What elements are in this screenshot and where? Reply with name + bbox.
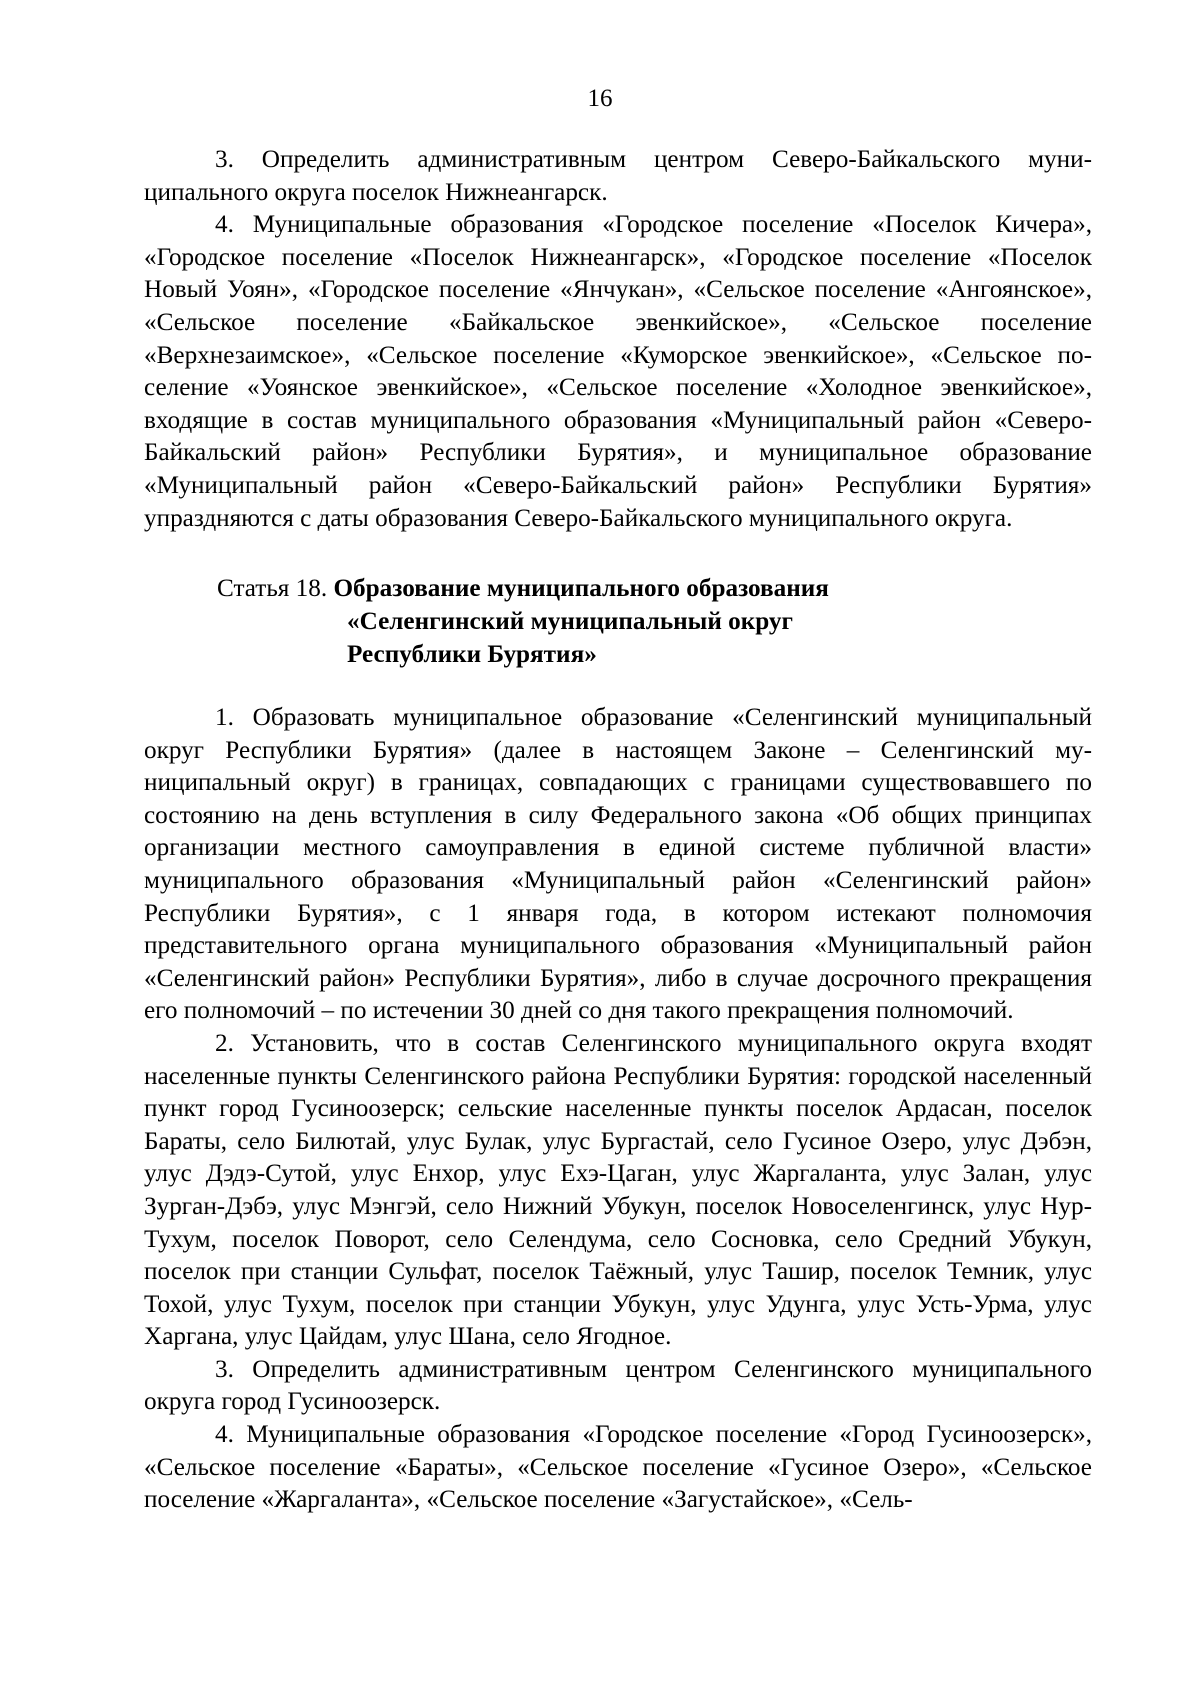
section-1-text — [144, 144, 1092, 535]
paragraph: 2. Установить, что в состав Селенгинского муниципального округа входят населенные пункты Селенгинского района Республики Бурятия: городской населенный пункт город Гусиноозерск; сельские населенные пункты поселок Ардасан, поселок Бараты, село Билютай, улус Булак, улус Бургастай, село Гусиное Озеро, улус Дэбэн, улус Дэдэ-Сутой, улус Енхор, улус Ехэ-Цаган, улус Жаргаланта, улус Залан, улус Зурган-Дэбэ, улус Мэнгэй, село Нижний Убукун, поселок Новоселенгинск, улус Нур-Тухум, поселок Поворот, село Селендума, село Сосновка, село Средний Убукун, поселок при станции Сульфат, поселок Таёжный, улус Ташир, поселок Темник, улус Тохой, улус Тухум, поселок при станции Убукун, улус Удунга, улус Усть-Урма, улус Харгана, улус Цайдам, улус Шана, село Ягодное. — [144, 1029, 1092, 1351]
section-2-text — [144, 702, 1092, 1517]
paragraph: 1. Образовать муниципальное образование «Селенгинский муниципальный округ Республики Бурятия» (далее в настоящем Законе – Селенгинский муниципальный округ) в границах, совпадающих с границами существовавшего по состоянию на день вступления в силу Федерального закона «Об общих принципах организации местного самоуправления в единой системе публичной власти» муниципального образования «Муниципальный район «Селенгинский район» Республики Бурятия», с 1 января года, в котором истекают полномочия представительного органа муниципального образования «Муниципальный район «Селенгинский район» Республики Бурятия», либо в случае досрочного прекращения его полномочий – по истечении 30 дней со дня такого прекращения полномочий. — [144, 704, 1092, 1025]
paragraph: 3. Определить административным центром Селенгинского муниципального округа город Гусиноозерск. — [144, 1355, 1092, 1416]
article-title-line: Образование муниципального образования — [333, 575, 829, 602]
paragraph: 4. Муниципальные образования «Городское поселение «Поселок Кичера», «Городское поселение «Поселок Нижнеангарск», «Городское поселение «Поселок Новый Уоян», «Городское поселение «Янчукан», «Сельское поселение «Ангоянское», «Сельское поселение «Байкальское эвенкийское», «Сельское поселение «Верхнезаимское», «Сельское поселение «Куморское эвенкийское», «Сельское поселение «Уоянское эвенкийское», «Сельское поселение «Холодное эвенкийское», входящие в состав муниципального образования «Муниципальный район «Северо-Байкальский район» Республики Бурятия», и муниципальное образование «Муниципальный район «Северо-Байкальский район» Республики Бурятия» упраздняются с даты образования Северо-Байкальского муниципального округа. — [144, 211, 1092, 532]
paragraph: 4. Муниципальные образования «Городское поселение «Город Гусиноозерск», «Сельское поселение «Бараты», «Сельское поселение «Гусиное Озеро», «Сельское поселение «Жаргаланта», «Сельское поселение «Загустайское», «Сель- — [144, 1421, 1092, 1514]
paragraph: 3. Определить административным центром Северо-Байкальского муниципального округа поселок Нижнеангарск. — [144, 146, 1092, 206]
article-label: Статья 18. — [217, 575, 328, 602]
article-title-line: «Селенгинский муниципальный округ — [347, 608, 793, 635]
article-heading — [217, 572, 1017, 671]
page-number: 16 — [587, 85, 613, 112]
article-title-line: Республики Бурятия» — [347, 641, 597, 668]
